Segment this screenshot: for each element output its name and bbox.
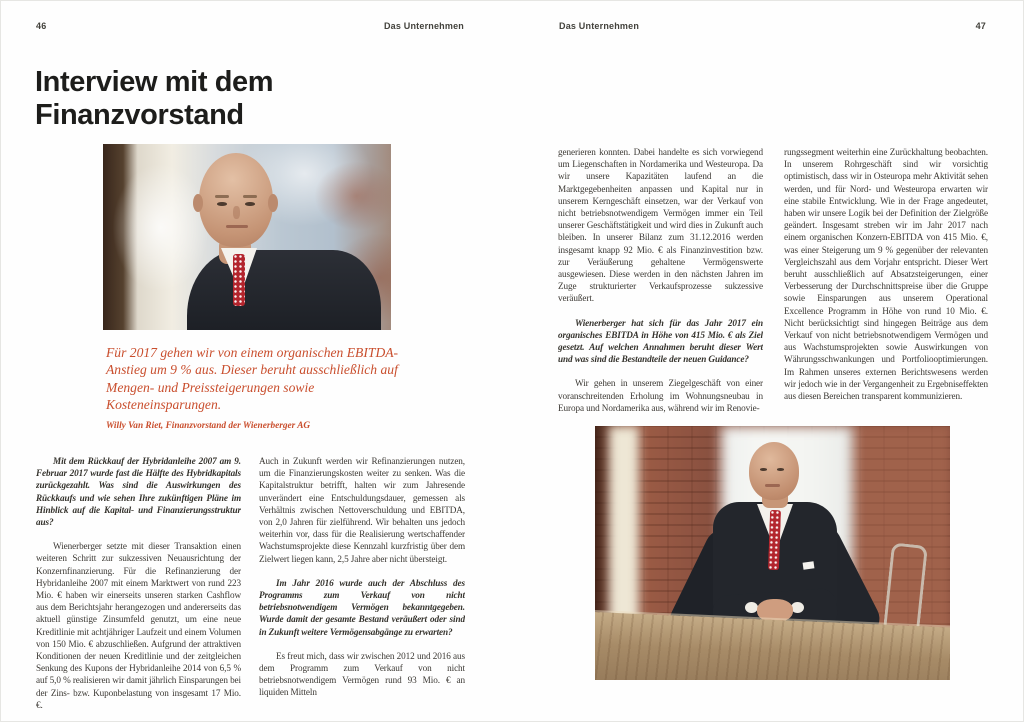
portrait-eye-right [245, 202, 255, 206]
interview-question-3: Wienerberger hat sich für das Jahr 2017 ein organisches EBITDA in Höhe von 415 Mio. € als Ziel gesetzt. Auf welchen Annahmen beruht dieser Wert und was sind die Bestandteile der neuen Guidance? [558, 317, 763, 365]
seated-window-left [609, 426, 639, 626]
interview-question-2: Im Jahr 2016 wurde auch der Abschluss des Programms zum Verkauf von nicht betriebsnotwendigem Vermögen bekanntgegeben. Wurde damit der gesamte Bestand veräußert oder sind in Zukunft weitere Vermögensabgänge zu erwarten? [259, 577, 465, 637]
interview-answer-3-continued: rungssegment weiterhin eine Zurückhaltung beobachten. In unserem Rohrgeschäft sind wir vorsichtig optimistisch, dass wir in Osteuropa mehr Aktivität sehen werden, und für Nord- und Westeuropa erwarten wir eine stabile Entwicklung. Wie in der Frage angedeutet, haben wir unsere Logik bei der Definition der Zielgröße geändert. Insgesamt streben wir im Jahr 2017 nach einem organischen Konzern-EBITDA von 415 Mio. €, was einer Steigerung um 9 % gegenüber der relevanten Vergleichszahl aus dem Vorjahr entspricht. Dieser Wert beruht ausschließlich auf Absatzsteigerungen, einer Verbesserung der Durchschnittspreise über die Gruppe sowie Einsparungen aus unserem Operational Excellence Programm in Höhe von rund 10 Mio. €. Nicht berücksichtigt sind hingegen Beiträge aus dem Verkauf von nicht betriebsnotwendigem Vermögen und aus Wachstumsprojekten sowie Auswirkungen von Währungsschwankungen und Portfoliooptimierungen. Im Rahmen unseres externen Berichtswesens werden wir jedoch wie in der Vergangenheit zu Ergebniseffekten aus diesen Bereichen transparent kommunizieren. [784, 147, 988, 402]
pull-quote-attribution: Willy Van Riet, Finanzvorstand der Wienerberger AG [106, 420, 311, 431]
portrait-ear-left [193, 194, 203, 212]
article-title-line1: Interview mit dem [35, 66, 274, 98]
article-title [35, 66, 273, 132]
cfo-seated-photo [595, 426, 950, 680]
interview-answer-2: Es freut mich, dass wir zwischen 2012 und 2016 aus dem Programm zum Verkauf von nicht betriebsnotwendigem Vermögen rund 93 Mio. € an liquiden Mitteln [259, 650, 465, 698]
portrait-brow-right [243, 195, 257, 198]
pull-quote: Für 2017 gehen wir von einem organischen EBITDA-Anstieg um 9 % aus. Dieser beruht ausschließlich auf Mengen- und Preissteigerungen sowie Kosteneinsparungen. [106, 345, 399, 413]
section-header-left: Das Unternehmen [383, 21, 464, 31]
right-page-column-2 [784, 146, 988, 426]
left-page-column-2 [259, 455, 465, 717]
seated-mouth [765, 484, 780, 487]
left-page-column-1 [36, 455, 241, 717]
right-page-column-1 [558, 146, 763, 422]
portrait-brow-left [215, 195, 229, 198]
cfo-portrait-photo [103, 144, 391, 330]
seated-eye-right [777, 468, 784, 471]
portrait-ear-right [268, 194, 278, 212]
seated-head [749, 442, 799, 500]
article-title-line2: Finanzvorstand [35, 99, 244, 131]
page-number-right: 47 [975, 21, 986, 31]
portrait-nose [233, 206, 240, 219]
interview-answer-1: Wienerberger setzte mit dieser Transaktion einen weiteren Schritt zur sukzessiven Neuausrichtung der Konzernfinanzierung. Für die Refinanzierung der Hybridanleihe 2007 mit einem Marktwert von rund 223 Mio. € haben wir einerseits unseren starken Cashflow aus dem Berichtsjahr herangezogen und andererseits das aktuell günstige Zinsumfeld genutzt, um eine neue Kreditlinie mit achtjähriger Laufzeit und einem Volumen von 150 Mio. € abzuschließen. Aufgrund der attraktiven Konditionen der neuen Kreditlinie und der zeitgleichen Senkung des Kupons der Hybridanleihe 2014 von 6,5 % auf 5,0 % realisieren wir damit jährlich Einsparungen bei der Zins- bzw. Kuponbelastung von insgesamt 17 Mio. €. [36, 541, 241, 710]
interview-question-1: Mit dem Rückkauf der Hybridanleihe 2007 am 9. Februar 2017 wurde fast die Hälfte des Hybridkapitals zurückgezahlt. Was sind die Auswirkungen des Rückkaufs und wie sehen Ihre zukünftigen Pläne im Hinblick auf die Kapital- und Finanzierungsstruktur aus? [36, 456, 241, 528]
portrait-tie [233, 254, 245, 306]
seated-tie [768, 510, 781, 570]
pull-quote-block [106, 344, 402, 431]
portrait-mouth [226, 225, 248, 228]
seated-eye-left [760, 468, 767, 471]
section-header-right: Das Unternehmen [559, 21, 640, 31]
portrait-eye-left [217, 202, 227, 206]
page-number-left: 46 [36, 21, 47, 31]
portrait-head [199, 153, 273, 247]
interview-answer-3: Wir gehen in unserem Ziegelgeschäft von einer voranschreitenden Erholung im Wohnungsneubau in Europa und Nordamerika aus, während wir im Renovie- [558, 378, 763, 413]
portrait-suit [187, 250, 381, 330]
interview-answer-2-continued: generieren konnten. Dabei handelte es sich vorwiegend um Liegenschaften in Nordamerika und Westeuropa. Da wir unsere Kapazitäten laufend an die Marktgegebenheiten anpassen und Kapital nur in unserem Kerngeschäft einsetzen, war der Verkauf von nicht betriebsnotwendigem Vermögen immer ein Teil unserer Geschäftstätigkeit und wird dies in Zukunft auch bleiben. In unserer Bilanz zum 31.12.2016 werden insgesamt knapp 92 Mio. € als Finanzinvestition bzw. zur Veräußerung gehaltene Vermögenswerte ausgewiesen. Diese werden in den nächsten Jahren im Zuge strukturierter Verkaufsprozesse sukzessive veräußert. [558, 147, 763, 304]
interview-answer-1-continued: Auch in Zukunft werden wir Refinanzierungen nutzen, um die Finanzierungskosten weiter zu senken. Was die Kapitalstruktur betrifft, halten wir zum Jahresende unverändert eine Entschuldungsdauer, gemessen als Verhältnis zwischen Nettoverschuldung und EBITDA, von 2,0 Jahren für zielführend. Wir behalten uns jedoch weiterhin vor, dass für die Realisierung wertschaffender Wachstumsprojekte diese Kennzahl kurzfristig über dem Zielwert liegen kann, 2,5 Jahre aber nicht übersteigt. [259, 456, 465, 564]
